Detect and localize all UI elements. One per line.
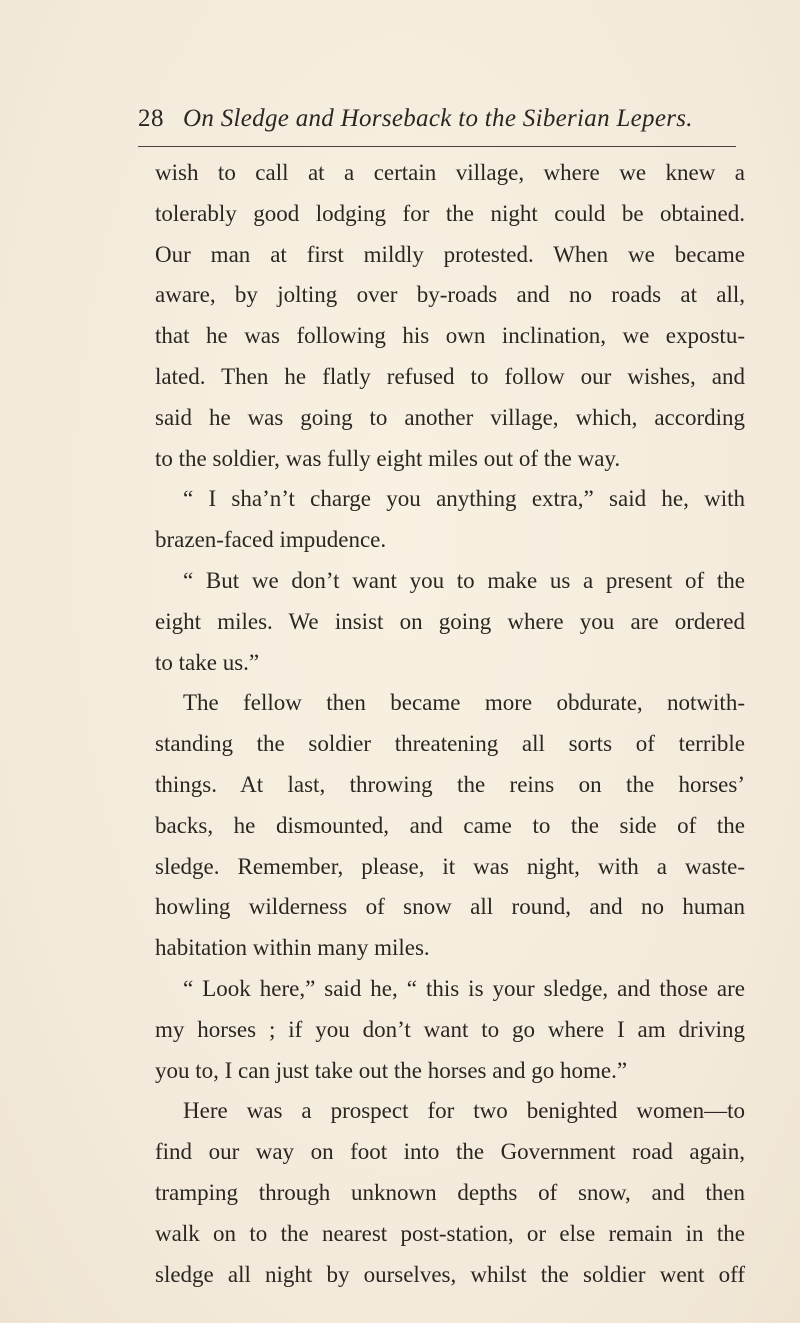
header-rule [138, 146, 736, 147]
text-line: Our man at first mildly protested. When we became [155, 241, 745, 267]
text-line: sledge all night by ourselves, whilst the soldier went off [155, 1261, 745, 1287]
text-line: aware, by jolting over by-roads and no roads at all, [155, 282, 745, 308]
text-line: “ But we don’t want you to make us a present of the [183, 567, 745, 593]
text-line: “ Look here,” said he, “ this is your sledge, and those are [183, 975, 745, 1001]
text-line: said he was going to another village, which, according [155, 404, 745, 430]
text-line: tolerably good lodging for the night could be obtained. [155, 200, 745, 226]
running-title: On Sledge and Horseback to the Siberian Lepers. [183, 105, 693, 132]
text-line: eight miles. We insist on going where you are ordered [155, 608, 745, 634]
text-line: walk on to the nearest post-station, or else remain in the [155, 1220, 745, 1246]
text-line: Here was a prospect for two benighted women—to [183, 1098, 745, 1124]
text-line: that he was following his own inclination, we expostu- [155, 323, 745, 349]
text-line: my horses ; if you don’t want to go where I am driving [155, 1016, 745, 1042]
page-number: 28 [138, 105, 164, 132]
text-line: to take us.” [155, 649, 260, 675]
text-line: The fellow then became more obdurate, notwith- [183, 690, 745, 716]
body-text [155, 153, 745, 1295]
text-line: howling wilderness of snow all round, and no human [155, 894, 745, 920]
text-line: standing the soldier threatening all sorts of terrible [155, 731, 745, 757]
text-line: find our way on foot into the Government road again, [155, 1139, 745, 1165]
text-line: tramping through unknown depths of snow, and then [155, 1179, 745, 1205]
text-line: lated. Then he flatly refused to follow our wishes, and [155, 363, 745, 389]
text-line: brazen-faced impudence. [155, 527, 387, 553]
text-line: sledge. Remember, please, it was night, with a waste- [155, 853, 745, 879]
text-line: habitation within many miles. [155, 935, 430, 961]
text-line: you to, I can just take out the horses and go home.” [155, 1057, 628, 1083]
text-line: “ I sha’n’t charge you anything extra,” said he, with [183, 486, 745, 512]
page-header [138, 103, 738, 143]
text-line: backs, he dismounted, and came to the side of the [155, 812, 745, 838]
text-line: wish to call at a certain village, where we knew a [155, 160, 745, 185]
text-line: things. At last, throwing the reins on the horses’ [155, 771, 745, 797]
text-line: to the soldier, was fully eight miles out of the way. [155, 445, 621, 471]
